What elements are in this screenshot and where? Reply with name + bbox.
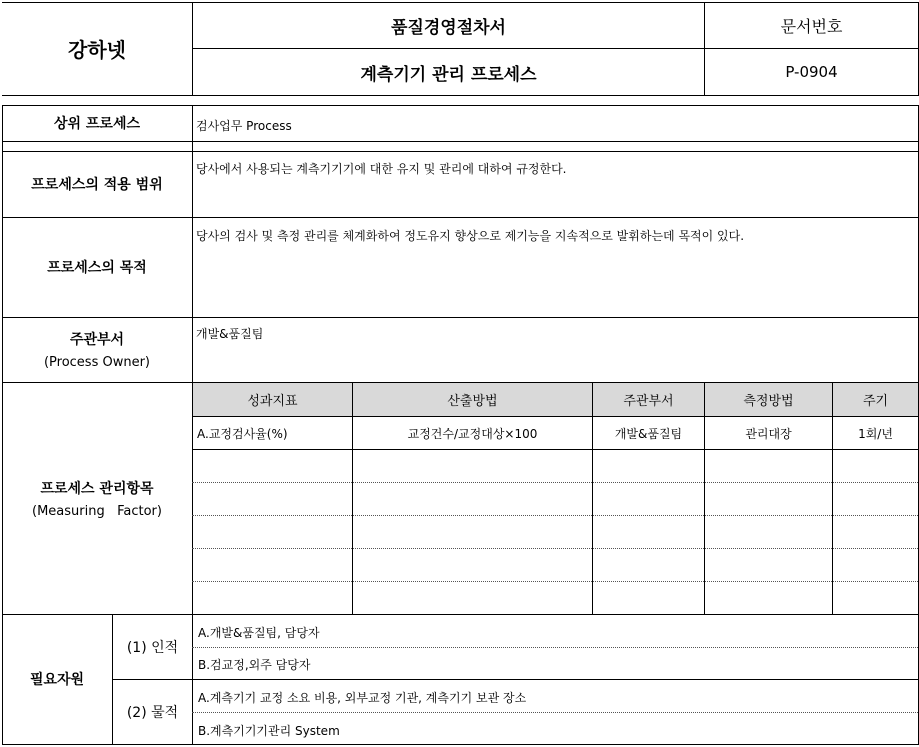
parent-process-label: 상위 프로세스	[53, 116, 141, 132]
purpose-label: 프로세스의 목적	[47, 260, 147, 276]
human-resource-item: A.개발&품질팀, 담당자	[198, 626, 320, 640]
table-cell-kpi: A.교정검사율(%)	[197, 427, 288, 441]
material-resource-item: B.계측기기기관리 System	[198, 724, 340, 738]
doc-number: P-0904	[785, 63, 838, 81]
parent-process-value: 검사업무 Process	[196, 119, 292, 133]
human-resource-item: B.검교정,외주 담당자	[198, 658, 311, 672]
owner-label-cell	[2, 317, 192, 382]
scope-label: 프로세스의 적용 범위	[31, 177, 163, 193]
table-cell-department: 개발&품질팀	[614, 426, 683, 441]
purpose-value: 당사의 검사 및 측정 관리를 체계화하여 정도유지 향상으로 제기능을 지속적으로 발휘하는데 목적이 있다.	[196, 229, 745, 243]
column-header-measurement: 측정방법	[743, 394, 794, 409]
management-label: 프로세스 관리항목	[40, 480, 154, 497]
human-resources-label: (1) 인적	[126, 639, 179, 656]
document-type: 품질경영절차서	[391, 17, 506, 38]
table-cell-cycle: 1회/년	[858, 426, 893, 441]
column-header-cycle: 주기	[862, 394, 889, 409]
table-cell-measurement: 관리대장	[745, 426, 792, 441]
column-header-kpi: 성과지표	[247, 394, 298, 409]
material-resource-item: A.계측기기 교정 소요 비용, 외부교정 기관, 계측기기 보관 장소	[198, 691, 527, 705]
management-sublabel: (Measuring Factor)	[32, 503, 162, 519]
owner-label: 주관부서	[69, 332, 125, 348]
column-header-calculation: 산출방법	[447, 394, 498, 409]
company-name: 강하넷	[68, 38, 126, 62]
table-cell-calculation: 교정건수/교정대상×100	[407, 426, 538, 441]
owner-value: 개발&품질팀	[196, 327, 264, 341]
column-header-department: 주관부서	[623, 394, 674, 409]
document-title: 계측기기 관리 프로세스	[360, 64, 537, 85]
material-resources-label: (2) 물적	[126, 705, 179, 721]
doc-number-label: 문서번호	[780, 16, 843, 36]
resources-label: 필요자원	[29, 672, 85, 688]
scope-value: 당사에서 사용되는 계측기기기에 대한 유지 및 관리에 대하여 규정한다.	[196, 162, 567, 176]
management-label-cell	[2, 382, 192, 614]
owner-sublabel: (Process Owner)	[43, 355, 151, 370]
